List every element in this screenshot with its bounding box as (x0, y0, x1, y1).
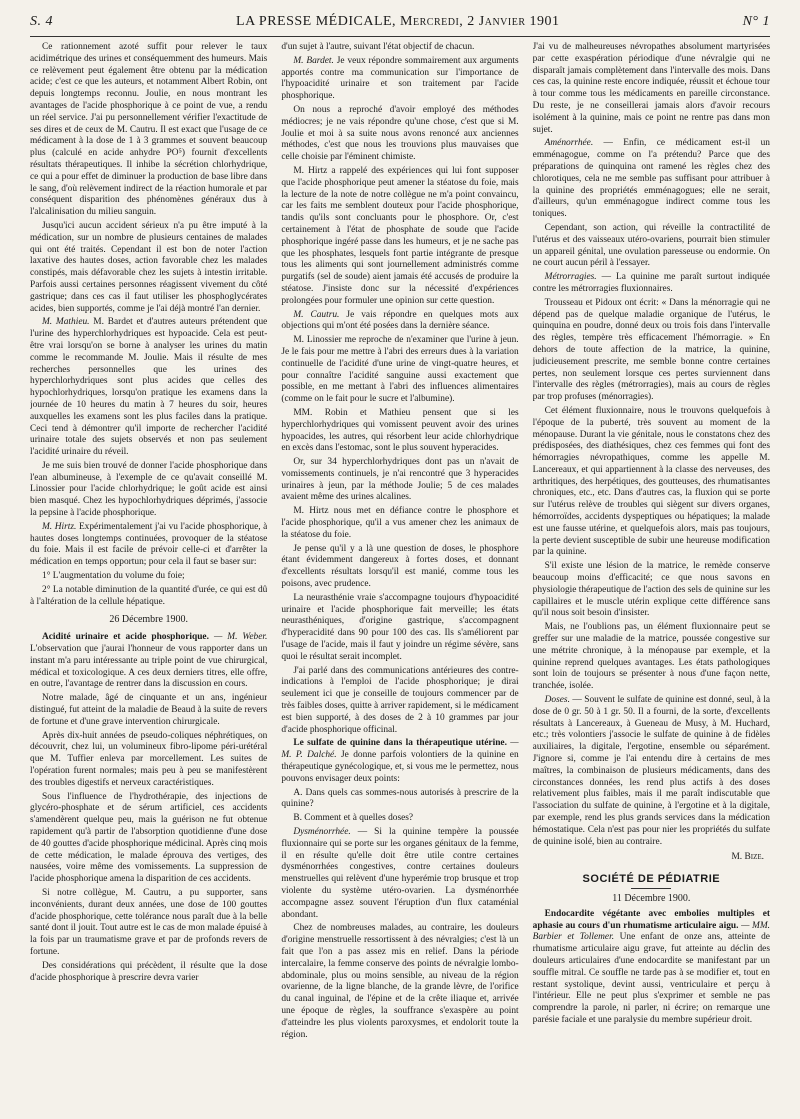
paragraph: Après dix-huit années de pseudo-coliques néphrétiques, on découvrit, chez lui, un volumineux fibro-lipome péri-urétéral que M. Tuffier enleva par morcellement. Les suites de l'opération furent normales; mais peu à peu se manifestèrent des troubles digestifs et nerveux caractéristiques. (30, 730, 268, 788)
paragraph-text: Expérimentalement j'ai vu l'acide phosphorique, à hautes doses longtemps continuées, provoquer de la stéatose du foie. Mais il est facile de prévoir celle-ci et d'arrêter la médication en temps opportun; pour cela il faut se baser sur: (30, 521, 268, 568)
section-divider (631, 888, 671, 889)
issue-number: N° 1 (742, 14, 770, 29)
paragraph (30, 632, 267, 691)
paragraph: Cet élément fluxionnaire, nous le trouvons quelquefois à l'époque de la puberté, très souvent au moment de la ménopause. Durant la vie génitale, nous le constatons chez des prédisposées, des diathésiques, chez ces femmes qui font des hémorragies névropathiques, comme les appelle M. Lancereaux, et qui appartiennent à la classe des nerveuses, des arthritiques, des herpétiques, des goutteuses, des rhumatisantes chroniques, etc., etc. Dans d'autres cas, la fluxion qui se porte sur l'utérus relève de troubles qui siègent sur divers organes, hémorroïdes, accidents dyspeptiques ou hépatiques; la malade est une fausse utérine, et quelquefois alors, mais pas toujours, la perte devient susceptible de subir une heureuse modification par la quinine. (532, 405, 770, 558)
paragraph (533, 909, 770, 1027)
speaker-name: M. Cautru. (293, 309, 340, 320)
paragraph: M. Hirtz nous met en défiance contre le phosphore et l'acide phosphorique, qu'il a vus amener chez les animaux de la stéatose du foie. (281, 506, 519, 540)
communication-author: — MM. Barbier et Tollemer. (532, 920, 770, 943)
paragraph (281, 310, 518, 334)
column-3 (533, 42, 770, 1113)
page-number: S. 4 (30, 14, 53, 29)
paragraph: Je pense qu'il y a là une question de doses, le phosphore étant évidemment dangereux à fortes doses, et donnant d'excellents résultats lorsqu'il est manié, comme tous les poisons, avec prudence. (281, 543, 519, 590)
paragraph: J'ai parlé dans des communications antérieures des contre-indications à l'emploi de l'acide phosphorique; je dirai seulement ici que je conseille de toujours commencer par de très faibles doses, quitte à arriver rapidement, si le médicament est bien supporté, à des doses de 2 à 10 grammes par jour d'acide phosphorique officinal. (281, 665, 519, 735)
column-2 (281, 42, 518, 1113)
session-date: 26 Décembre 1900. (109, 614, 188, 626)
paragraph: Ce rationnement azoté suffit pour relever le taux acidimétrique des urines et conséquemment des humeurs. Mais ce relèvement peut également être obtenu par la médication acide; c'est ce que les auteurs, et notamment Albert Robin, ont depuis longtemps reconnu. Joulie, en nous montrant les avantages de l'acide phosphorique à ce point de vue, a rendu un réel service. J'ai pu personnellement vérifier l'exactitude de ses dires et de ceux de M. Cautru. Il est exact que l'usage de ce médicament à la dose de 1 à 3 grammes et souvent beaucoup plus (calculé en acide anhydre PO⁵) fournit d'excellents résultats thérapeutiques. Il inhibe la sécrétion chlorhydrique, ce qui a pour effet de diminuer la production de base libre dans le sang, d'où relèvement indirect de la réaction humorale et par conséquent disparition des phénomènes généraux dus à l'alcalinisation du milieu sanguin. (30, 42, 268, 218)
communication-title: Le sulfate de quinine dans la thérapeutique utérine. (293, 738, 507, 749)
paragraph: Notre malade, âgé de cinquante et un ans, ingénieur distingué, fut atteint de la maladie de Beaud à la suite de revers de fortune et d'une grave intervention chirurgicale. (30, 693, 268, 727)
paragraph (30, 522, 267, 569)
paragraph: M. Hirtz a rappelé des expériences qui lui font supposer que l'acide phosphorique peut amener la stéatose du foie, mais la lecture de la note de notre collègue ne m'a point convaincu, car les faits me semblent douteux pour l'acide phosphorique, tandis qu'ils sont concluants pour le phosphore. Or, c'est certainement à l'état de phosphate de soude que l'acide phosphorique ingéré passe dans les humeurs, et je ne sache pas que les phosphates, lesquels font partie intégrante de presque tous les aliments qui sont journellement administrés comme purgatifs (sel de soude) aient jamais été accusés de produire la stéatose. J'insiste donc sur la nécessité d'expériences prolongées pour formuler une opinion sur cette question. (281, 165, 519, 306)
article-columns (30, 42, 770, 1113)
speaker-name: M. Bardet. (293, 55, 334, 66)
paragraph: Or, sur 34 hyperchlorhydriques dont pas un n'avait de vomissements continuels, je n'ai rencontré que 3 hyperacides urinaires à jeun, par la méthode Joulie; 5 de ces malades avaient même des urines alcalines. (281, 457, 519, 503)
paragraph: 1° L'augmentation du volume du foie; (42, 571, 185, 582)
paragraph-text: Je veux répondre sommairement aux arguments apportés contre ma communication sur l'importance de l'hypoacidité urinaire et son traitement par l'acide phosphorique. (281, 55, 519, 102)
column-1 (30, 42, 267, 1113)
paragraph: MM. Robin et Mathieu pensent que si les hyperchlorhydriques qui vomissent peuvent avoir des urines hypoacides, les autres, qui résorbent leur acide chlorhydrique en excès dans l'estomac, sont le plus souvent hyperacides. (281, 407, 519, 454)
paragraph-text: Une enfant de onze ans, atteinte de rhumatisme articulaire aigu grave, fut atteinte au déclin des douleurs articulaires d'une endocardite se manifestant par un souffle mitral. Ce souffle ne tarde pas à se modifier et, tout en restant systolique, devint aussi, ventriculaire et perçu à l'intérieur. Elle ne peut plus s'exprimer et semble ne pas comprendre la parole, ni parler, ni écrire; on remarque une parésie faciale et une paralysie du membre supérieur droit. (532, 932, 770, 1025)
author-signature: M. Bize. (731, 852, 764, 863)
paragraph: B. Comment et à quelles doses? (293, 813, 414, 824)
subsection-label: Métrorragies. (544, 272, 597, 283)
paragraph (281, 56, 518, 103)
paragraph: Chez de nombreuses malades, au contraire, les douleurs d'origine menstruelle ressortissent à des névralgies; c'est là un fait que l'on a pas assez mis en relief. Dans la période intercalaire, la femme conserve des points de névralgie lombo-abdominale, plus ou moins sensible, au niveau de la région ovarienne, de la ligne blanche, de la grande lèvre, de l'orifice du canal inguinal, de l'épine et de la crête iliaque et, arrivée une époque de règles, la souffrance s'exaspère au point d'atteindre les plus violents paroxysmes, et endolorit toute la région. (281, 923, 519, 1040)
speaker-name: M. Hirtz. (42, 521, 77, 532)
paragraph-text: M. Bardet et d'autres auteurs prétendent que l'urine des hyperchlorhydriques est hypoacide. Cela est peut-être vrai lorsqu'on se borne à analyser les urines du matin comme le recommande M. Joulie. Mais il résulte de mes recherches personnelles que les urines des hyperchlorhydriques sont plus acides que celles des hypochlorhydriques, lorsqu'on pratique les examens dans la journée de 10 heures du matin à 7 heures du soir, heures auxquelles les examens sont les plus faciles dans la pratique. Ceci tend à démontrer qu'il importe de rechercher l'acidité urinaire totale des sujets observés et non pas seulement l'acidité urinaire du réveil. (30, 317, 268, 458)
paragraph-text: — Souvent le sulfate de quinine est donné, seul, à la dose de 0 gr. 50 à 1 gr. 50. Il a fourni, de la sorte, d'excellents résultats à Lancereaux, à Gueneau de Musy, à M. Huchard, etc.; très volontiers j'associe le sulfate de quinine à de fidèles auxiliaires, la digitale, l'ergotine, ensemble ou séparément. J'ignore si, comme je l'ai entendu dire à certains de mes maîtres, la combinaison de plusieurs médicaments, dans des circonstances données, les rend plus actifs à des doses relativement plus faibles, mais il me paraît indiscutable que l'association du sulfate de quinine, à l'ergotine et à la digitale, par exemple, rend les plus grands services dans la médication hémostatique. Cela n'est pas pour nier les propriétés du sulfate de quinine isolé, bien au contraire. (532, 695, 770, 847)
subsection-label: Doses. (544, 695, 570, 706)
paragraph (30, 317, 267, 459)
paragraph: On nous a reproché d'avoir employé des méthodes médiocres; je ne vais répondre qu'une chose, c'est que si M. Joulie et moi à sa suite nous avons renoncé aux anciennes méthodes, c'est que nous les trouvions plus mauvaises que celle choisie par l'éminent chimiste. (281, 104, 519, 163)
paragraph: Des considérations qui précèdent, il résulte que la dose d'acide phosphorique à prescrire devra varier (30, 960, 268, 983)
paragraph: Cependant, son action, qui réveille la contractilité de l'utérus et des vaisseaux utéro-ovariens, pourrait bien stimuler un appareil génital, une ovulation paresseuse ou endormie. On ne court aucun péril à l'essayer. (532, 222, 770, 269)
paragraph (281, 738, 518, 785)
communication-title: Endocardite végétante avec embolies multiples et aphasie au cours d'un rhumatisme articulaire aigu. (532, 908, 770, 931)
section-heading: SOCIÉTÉ DE PÉDIATRIE (582, 873, 721, 886)
paragraph: Jusqu'ici aucun accident sérieux n'a pu être imputé à la médication, sur un nombre de plusieurs centaines de malades qui ont été traités. Cependant il est bon de noter l'action laxative des hautes doses, action favorable chez les malades constipés, mais défavorable chez les sujets à intestin irritable. Parfois aussi certaines personnes réagissent vivement du côté gastrique; dans ces cas il faut utiliser les phosphoglycérates acides, bien supportés, comme je l'ai déjà montré l'an dernier. (30, 220, 268, 314)
paragraph: S'il existe une lésion de la matrice, le remède conserve beaucoup moins d'efficacité; ce que nous savons en physiologie thérapeutique de l'action des sels de quinine sur les capillaires et le muscle utérin explique cette différence sans qu'il nous soit besoin d'insister. (532, 561, 770, 619)
paragraph: M. Linossier me reproche de n'examiner que l'urine à jeun. Je le fais pour me mettre à l'abri des erreurs dues à la variation continuelle de l'acidité d'une urine de vingt-quatre heures, et pour connaître l'acidité sanguine aussi exactement que possible, en me mettant à l'abri des influences alimentaires (comme on le fait pour le sucre et l'albumine). (281, 335, 519, 405)
communication-author: — M. Weber. (208, 632, 268, 643)
communication-title: Acidité urinaire et acide phosphorique. (42, 632, 209, 643)
paragraph-text: — La quinine me paraît surtout indiquée contre les métrorragies fluxionnaires. (532, 272, 770, 294)
paragraph (533, 272, 770, 296)
page-header (30, 8, 770, 37)
paragraph-text: — Enfin, ce médicament est-il un emménagogue, comme on l'a prétendu? Parce que des préparations de quinquina ont ramené les règles chez des chlorotiques, cela ne me semble pas suffisant pour attribuer à la quinine des propriétés emménagogues; elle ne serait, d'ailleurs, qu'un emménagogue indirect comme tous les toniques. (532, 138, 770, 220)
journal-title: LA PRESSE MÉDICALE, Mercredi, 2 Janvier 1901 (236, 14, 560, 29)
paragraph: d'un sujet à l'autre, suivant l'état objectif de chacun. (281, 42, 475, 52)
paragraph (281, 827, 518, 921)
section-date: 11 Décembre 1900. (612, 892, 691, 904)
paragraph: Je me suis bien trouvé de donner l'acide phosphorique dans l'ean albumineuse, à l'exemple de ce qu'avait conseillé M. Linossier pour l'acide chlorhydrique; le goût acide est ainsi bien masqué. Chez les hypochlorhydriques déprimés, j'associe la pepsine à l'acide phosphorique. (30, 460, 268, 519)
paragraph: 2° La notable diminution de la quantité d'urée, ce qui est dû à l'altération de la cellule hépatique. (30, 584, 268, 607)
paragraph: La neurasthénie vraie s'accompagne toujours d'hypoacidité urinaire et l'acide phosphorique fait merveille; les états neurasthéniques, d'origine gastrique, s'accompagnent d'hyperacidité dans 90 pour 100 des cas. Ils s'améliorent par l'usage de l'acide, mais il faut y joindre un régime sévère, sans quoi le résultat serait incomplet. (281, 592, 519, 662)
paragraph-text: L'observation que j'aurai l'honneur de vous rapporter dans un instant m'a paru intéressante au triple point de vue chirurgical, médical et toxicologique. A ces deux derniers titres, elle offre, en outre, l'avantage de rentrer dans la discussion en cours. (30, 644, 268, 690)
paragraph-text: — Si la quinine tempère la poussée fluxionnaire qui se porte sur les organes génitaux de la femme, il en résulte qu'elle doit être utile contre certaines dysménorrhées congestives, contre certaines douleurs menstruelles qui relèvent d'une hyperémie trop brusque et trop violente du système utéro-ovarien. La dysménorrhée accompagne assez souvent l'éruption d'un flux cataménial abondant. (281, 827, 519, 920)
paragraph: Trousseau et Pidoux ont écrit: « Dans la ménorragie qui ne dépend pas de quelque maladie organique de l'utérus, le quinquina en poudre, donné deux ou trois fois dans l'intervalle des règles, tempère très efficacement l'hémorragie. » En dehors de toute affection de la matrice, la quinine, judicieusement prescrite, me semble bonne contre certaines pertes, non seulement lorsque ces pertes surviennent dans l'intervalle des règles (métrorragies), mais au cours de règles par trop profuses (ménorragies). (532, 297, 770, 403)
paragraph: A. Dans quels cas sommes-nous autorisés à prescrire de la quinine? (281, 787, 519, 810)
paragraph-text: Je donne parfois volontiers de la quinine en thérapeutique gynécologique, et, si vous me le permettez, nous pouvons envisager deux points: (281, 750, 519, 784)
paragraph (533, 695, 770, 848)
paragraph: J'ai vu de malheureuses névropathes absolument martyrisées par cette exaspération périodique d'une névralgie qui ne disparaît jamais complètement dans l'intervalle des mois. Dans ces cas, la quinine reste encore indiquée, réussit et échoue tour à tour comme tous les médicaments en pareille circonstance. Du reste, je ne conseillerai jamais alors d'avoir recours isolément à la quinine, mais ce point ne rentre pas dans mon sujet. (532, 42, 770, 135)
paragraph: Mais, ne l'oublions pas, un élément fluxionnaire peut se greffer sur une maladie de la matrice, poussée congestive sur une métrite chronique, à la ménopause par exemple, et la quinine reprend quelques avantages. Les états pathologiques sont loin de toujours se présenter à nous d'une façon nette, tranchée, isolée. (532, 622, 770, 692)
paragraph: Si notre collègue, M. Cautru, a pu supporter, sans inconvénients, durant deux années, une dose de 100 gouttes d'acide phosphorique, cette tolérance nous paraît due à la belle santé dont il jouit. Tout autre est le cas de mon malade épuisé à la fois par un traumatisme grave et par de profonds revers de fortune. (30, 887, 268, 957)
speaker-name: M. Mathieu. (42, 317, 90, 328)
paragraph (533, 138, 770, 221)
subsection-label: Aménorrhée. (544, 138, 594, 149)
subsection-label: Dysménorrhée. (293, 827, 351, 837)
communication-author: — M. P. Dalché. (281, 738, 519, 761)
paragraph-text: Je vais répondre en quelques mots aux objections qui m'ont été posées dans la dernière séance. (281, 309, 519, 332)
paragraph: Sous l'influence de l'hydrothérapie, des injections de glycéro-phosphate et de sérum artificiel, ces accidents s'amendèrent quelque peu, mais la guérison ne fut obtenue rapidement qu'à partir de l'absorption quotidienne d'une dose de 40 gouttes d'acide phosphorique médicinal. Après cinq mois de cette médication, le malade éprouva des vertiges, des nausées, voire même des vomissements. La suppression de l'acide phosphorique amena la disparition de ces accidents. (30, 791, 268, 885)
